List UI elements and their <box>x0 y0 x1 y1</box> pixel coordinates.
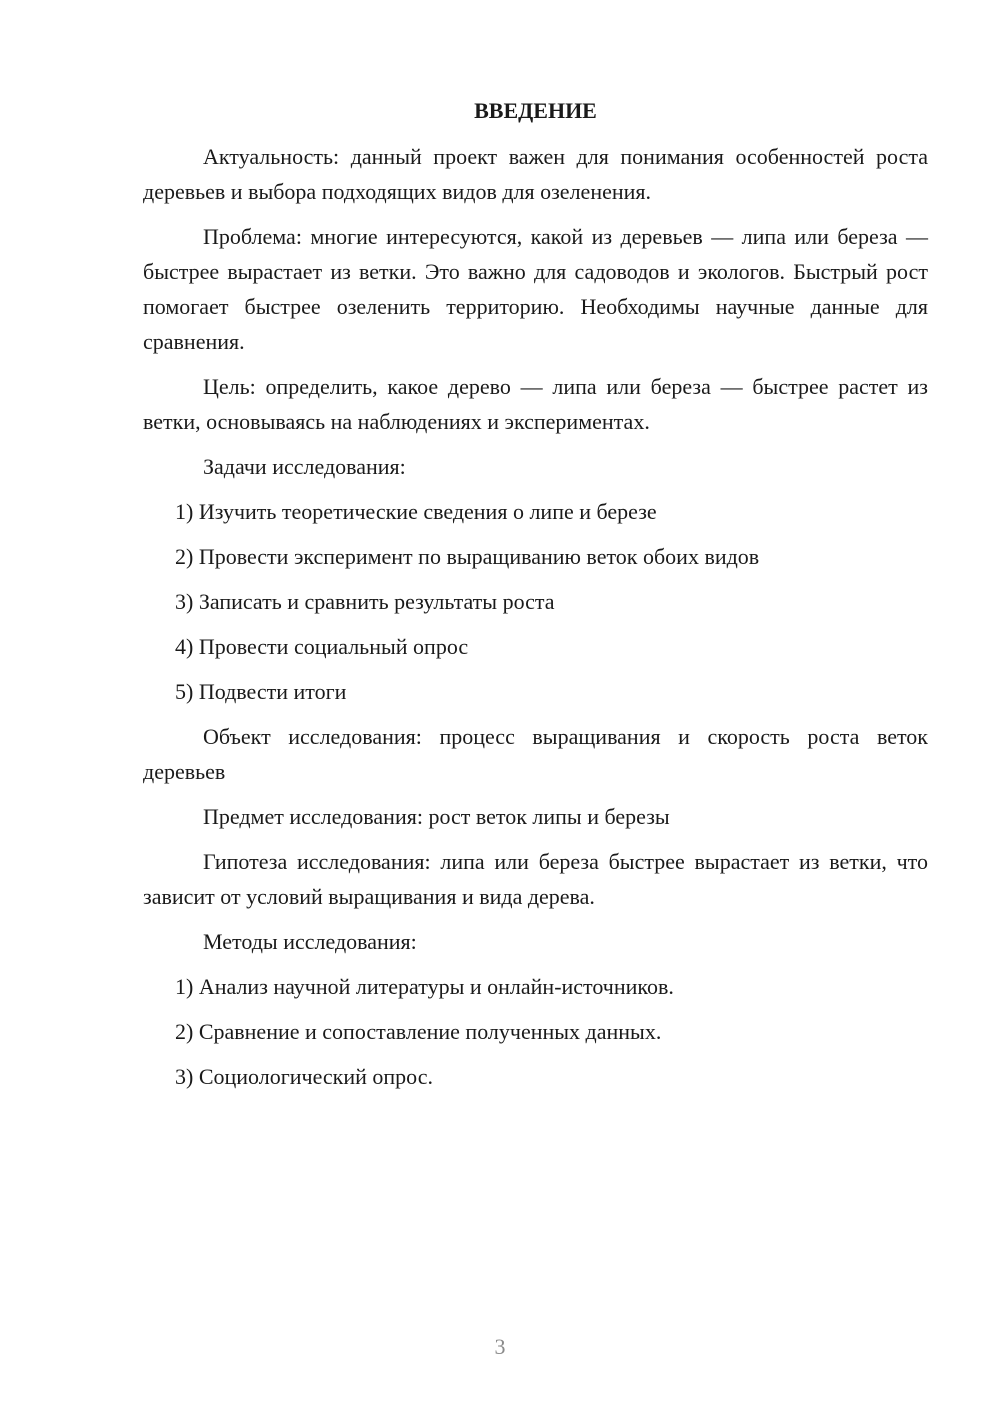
task-item: 4) Провести социальный опрос <box>175 634 469 659</box>
paragraph-subject: Предмет исследования: рост веток липы и березы <box>203 804 670 829</box>
methods-list <box>143 969 928 1094</box>
page-content <box>143 95 928 1104</box>
task-item: 5) Подвести итоги <box>175 679 347 704</box>
page-number: 3 <box>494 1334 506 1359</box>
method-item: 1) Анализ научной литературы и онлайн-источников. <box>175 974 674 999</box>
tasks-list <box>143 494 928 709</box>
paragraph-relevance: Актуальность: данный проект важен для понимания особенностей роста деревьев и выбора подходящих видов для озеленения. <box>143 144 928 204</box>
tasks-heading: Задачи исследования: <box>203 454 406 479</box>
task-item: 3) Записать и сравнить результаты роста <box>175 589 555 614</box>
task-item: 1) Изучить теоретические сведения о липе и березе <box>175 499 657 524</box>
paragraph-object: Объект исследования: процесс выращивания и скорость роста веток деревьев <box>143 724 928 784</box>
section-title: ВВЕДЕНИЕ <box>474 98 597 123</box>
paragraph-problem: Проблема: многие интересуются, какой из деревьев — липа или береза — быстрее вырастает из ветки. Это важно для садоводов и экологов. Быстрый рост помогает быстрее озеленить территорию. Необходимы научные данные для сравнения. <box>143 224 928 354</box>
method-item: 3) Социологический опрос. <box>175 1064 433 1089</box>
method-item: 2) Сравнение и сопоставление полученных данных. <box>175 1019 662 1044</box>
task-item: 2) Провести эксперимент по выращиванию веток обоих видов <box>175 544 760 569</box>
paragraph-hypothesis: Гипотеза исследования: липа или береза быстрее вырастает из ветки, что зависит от условий выращивания и вида дерева. <box>143 849 928 909</box>
methods-heading: Методы исследования: <box>203 929 417 954</box>
paragraph-goal: Цель: определить, какое дерево — липа или береза — быстрее растет из ветки, основываясь на наблюдениях и экспериментах. <box>143 374 928 434</box>
